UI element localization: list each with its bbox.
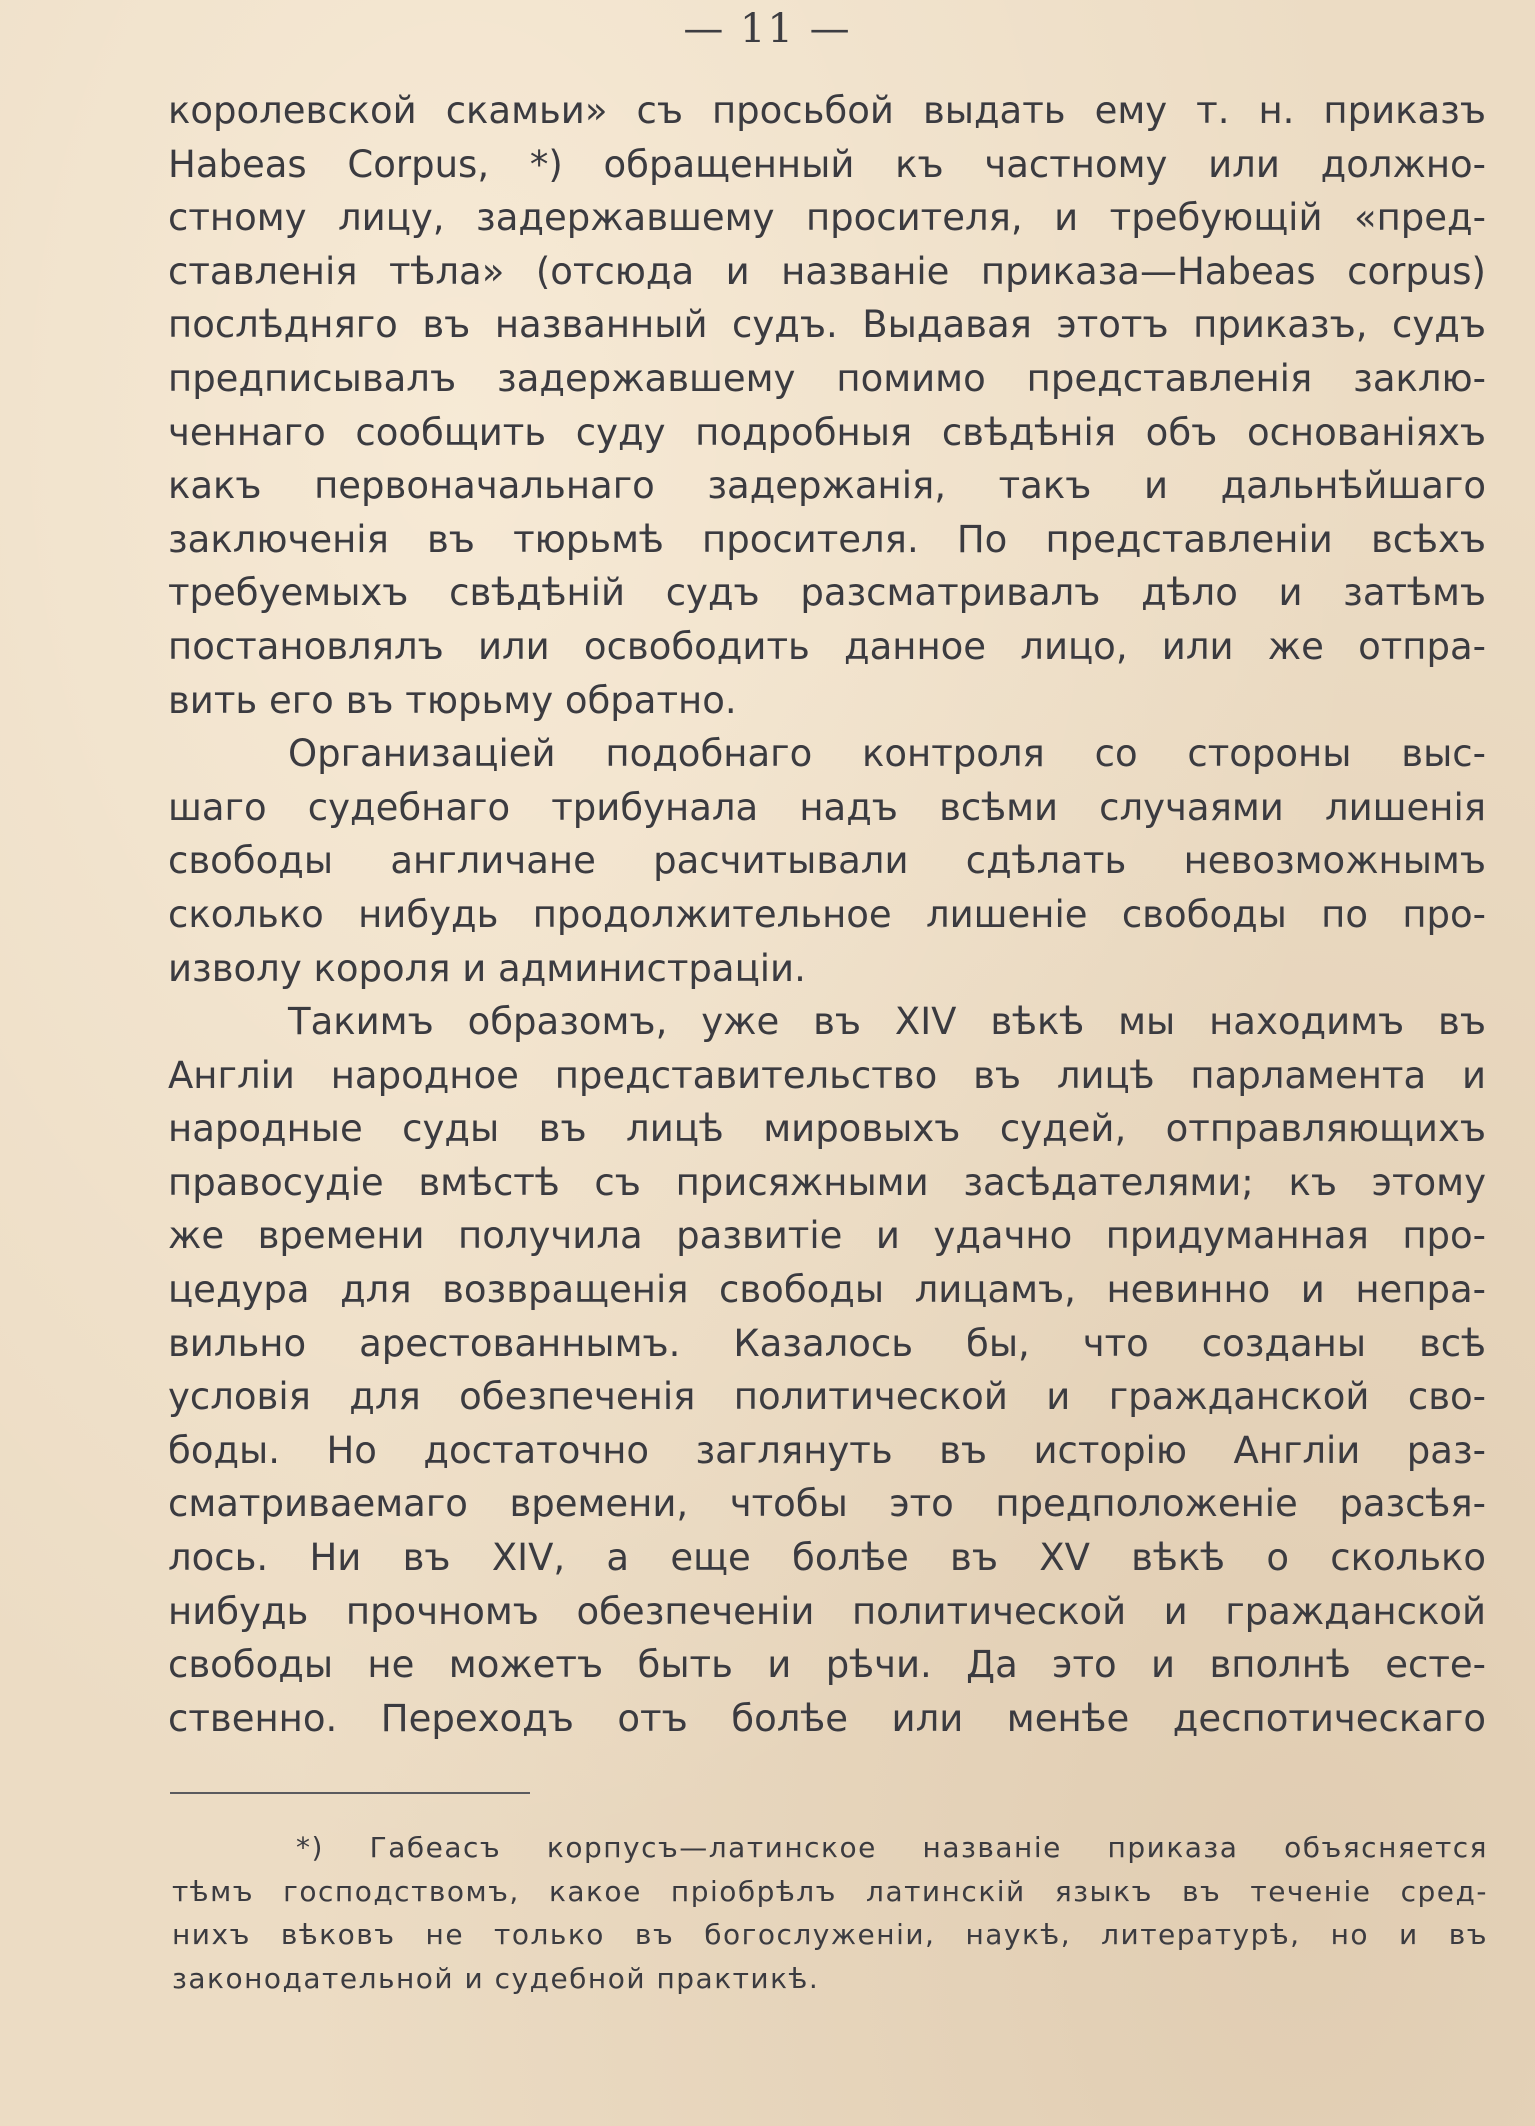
page-number: — 11 — [683, 6, 852, 52]
footnote-line: тѣмъ господствомъ, какое пріобрѣлъ латинскій языкъ въ теченіе сред- [172, 1874, 1488, 1908]
text-line: сколько нибудь продолжительное лишеніе свободы по про- [168, 892, 1486, 936]
footnote-divider [170, 1792, 530, 1794]
paragraph-end-line: изволу короля и администраціи. [168, 946, 806, 990]
text-line: нибудь прочномъ обезпеченіи политической и гражданской [168, 1589, 1486, 1633]
text-line: Англіи народное представительство въ лицѣ парламента и [168, 1053, 1486, 1097]
text-line: стному лицу, задержавшему просителя, и требующій «пред- [168, 196, 1486, 240]
text-line: условія для обезпеченія политической и гражданской сво- [168, 1375, 1486, 1419]
text-line: шаго судебнаго трибунала надъ всѣми случаями лишенія [168, 785, 1486, 829]
text-line: свободы англичане расчитывали сдѣлать невозможнымъ [168, 839, 1486, 883]
text-line: цедура для возвращенія свободы лицамъ, невинно и непра- [168, 1268, 1486, 1312]
text-line: какъ первоначальнаго задержанія, такъ и дальнѣйшаго [168, 464, 1486, 508]
footnote-line: *) Габеасъ корпусъ—латинское названіе приказа объясняется [296, 1831, 1488, 1864]
text-line: народные суды въ лицѣ мировыхъ судей, отправляющихъ [168, 1107, 1486, 1151]
text-line: ченнаго сообщить суду подробныя свѣдѣнія объ основаніяхъ [168, 410, 1486, 454]
text-line: предписывалъ задержавшему помимо представленія заклю- [168, 356, 1486, 400]
text-line: постановлялъ или освободить данное лицо, или же отпра- [168, 624, 1486, 668]
text-line: послѣдняго въ названный судъ. Выдавая этотъ приказъ, судъ [168, 303, 1486, 347]
text-line: правосудіе вмѣстѣ съ присяжными засѣдателями; къ этому [168, 1160, 1486, 1204]
text-line: боды. Но достаточно заглянуть въ исторію Англіи раз- [168, 1428, 1486, 1472]
text-line: Habeas Corpus, *) обращенный къ частному или должно- [168, 142, 1486, 186]
paragraph-start-line: Организаціей подобнаго контроля со стороны выс- [288, 732, 1486, 776]
footnote [172, 1826, 1488, 2000]
text-line: требуемыхъ свѣдѣній судъ разсматривалъ дѣло и затѣмъ [168, 571, 1486, 615]
footnote-line: нихъ вѣковъ не только въ богослуженіи, наукѣ, литературѣ, но и въ [172, 1918, 1488, 1951]
paragraph-end-line: вить его въ тюрьму обратно. [168, 678, 737, 722]
footnote-line: законодательной и судебной практикѣ. [172, 1961, 820, 1995]
text-line: лось. Ни въ XIV, а еще болѣе въ XV вѣкѣ о сколько [168, 1536, 1486, 1580]
text-line: свободы не можетъ быть и рѣчи. Да это и вполнѣ есте- [168, 1643, 1486, 1687]
text-line: ственно. Переходъ отъ болѣе или менѣе деспотическаго [168, 1696, 1486, 1740]
text-line: же времени получила развитіе и удачно придуманная про- [168, 1214, 1486, 1258]
text-line: королевской скамьи» съ просьбой выдать ему т. н. приказъ [168, 89, 1486, 132]
text-line: сматриваемаго времени, чтобы это предположеніе разсѣя- [168, 1482, 1486, 1526]
paragraph-start-line: Такимъ образомъ, уже въ XIV вѣкѣ мы находимъ въ [288, 1000, 1486, 1044]
text-line: заключенія въ тюрьмѣ просителя. По представленіи всѣхъ [168, 517, 1486, 561]
text-line: вильно арестованнымъ. Казалось бы, что созданы всѣ [168, 1321, 1486, 1365]
main-text [168, 84, 1486, 1745]
text-line: ставленія тѣла» (отсюда и названіе приказа—Habeas corpus) [168, 249, 1486, 293]
